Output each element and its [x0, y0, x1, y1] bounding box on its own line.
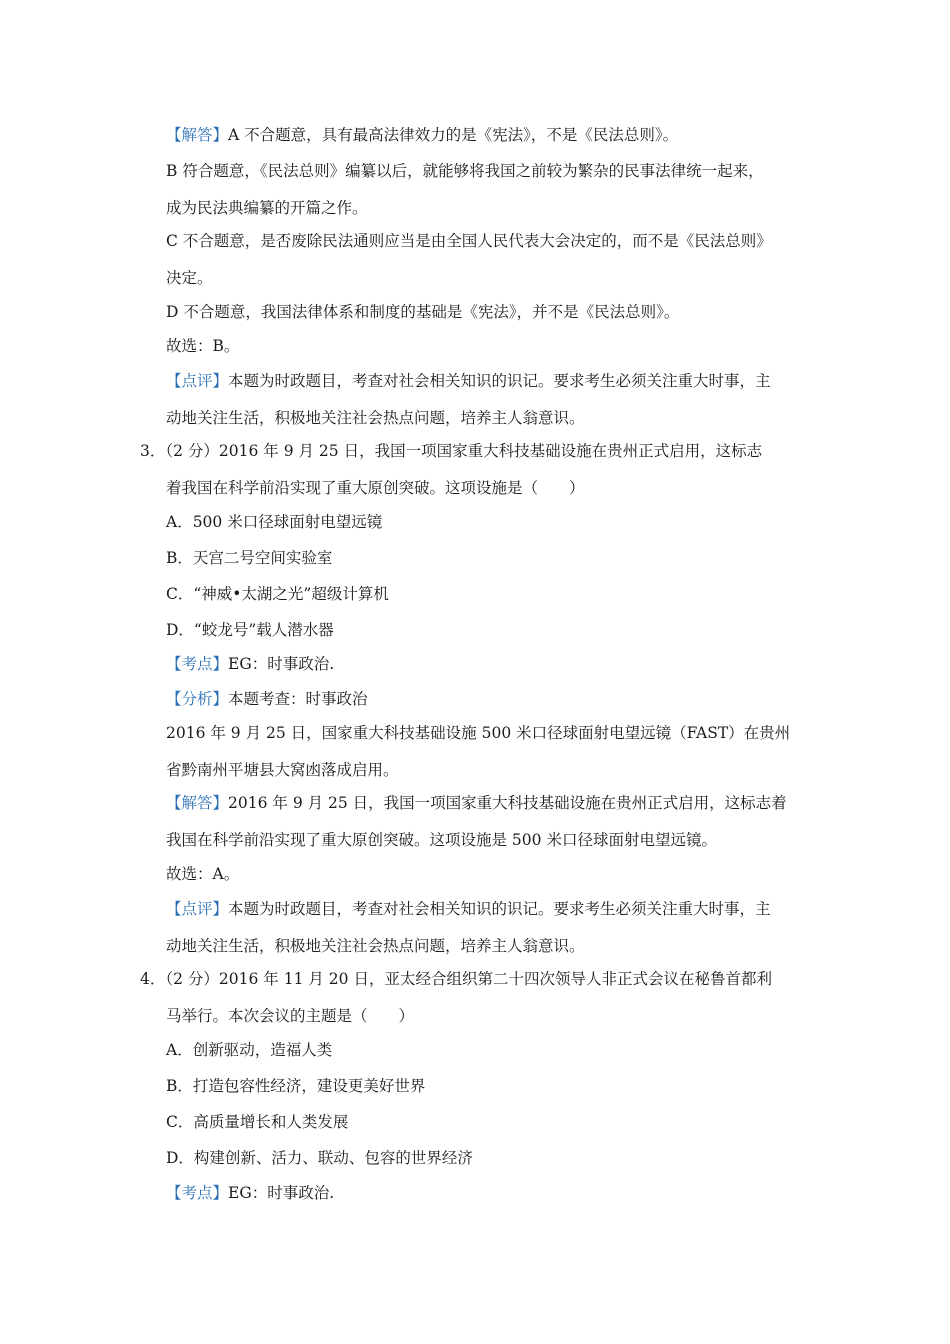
q3-comment-line1: 【点评】本题为时政题目，考查对社会相关知识的识记。要求考生必须关注重大时事，主	[166, 900, 771, 918]
q4-option-c: C．高质量增长和人类发展	[166, 1113, 349, 1131]
q2-answer-b-line2: 成为民法典编纂的开篇之作。	[166, 199, 368, 217]
q2-comment-line1: 【点评】本题为时政题目，考查对社会相关知识的识记。要求考生必须关注重大时事，主	[166, 372, 771, 390]
q3-option-c: C．“神威•太湖之光”超级计算机	[166, 585, 389, 603]
comment-tag: 【点评】	[166, 372, 229, 390]
q3-option-a: A．500 米口径球面射电望远镜	[166, 513, 383, 531]
q2-answer-c-line2: 决定。	[166, 269, 213, 287]
q4-stem-line2: 马举行。本次会议的主题是（ ）	[166, 1007, 415, 1025]
q4-option-b: B．打造包容性经济，建设更美好世界	[166, 1077, 426, 1095]
q4-kaodian: 【考点】EG：时事政治.	[166, 1184, 335, 1202]
q3-option-b: B．天宫二号空间实验室	[166, 549, 333, 567]
q3-fenxi-line2: 省黔南州平塘县大窝凼落成启用。	[166, 761, 399, 779]
q3-stem-line2: 着我国在科学前沿实现了重大原创突破。这项设施是（ ）	[166, 479, 585, 497]
q2-answer-d: D 不合题意，我国法律体系和制度的基础是《宪法》，并不是《民法总则》。	[166, 303, 680, 321]
question-number: 3．	[140, 442, 166, 460]
q3-option-d: D．“蛟龙号”载人潜水器	[166, 621, 334, 639]
q3-fenxi-line1: 2016 年 9 月 25 日，国家重大科技基础设施 500 米口径球面射电望远镜（FAST）在贵州	[166, 724, 791, 742]
kaodian-tag: 【考点】	[166, 1184, 229, 1202]
q3-kaodian: 【考点】EG：时事政治.	[166, 655, 335, 673]
q2-comment-line2: 动地关注生活，积极地关注社会热点问题，培养主人翁意识。	[166, 409, 585, 427]
q4-option-a: A．创新驱动，造福人类	[166, 1041, 333, 1059]
q3-comment-line2: 动地关注生活，积极地关注社会热点问题，培养主人翁意识。	[166, 937, 585, 955]
q4-stem-line1: 4．（2 分）2016 年 11 月 20 日，亚太经合组织第二十四次领导人非正式会议在秘鲁首都利	[140, 970, 772, 988]
q2-answer-a: 【解答】A 不合题意，具有最高法律效力的是《宪法》，不是《民法总则》。	[166, 126, 679, 144]
answer-tag: 【解答】	[166, 794, 229, 812]
q2-answer-b-line1: B 符合题意，《民法总则》编纂以后，就能够将我国之前较为繁杂的民事法律统一起来，	[166, 162, 764, 180]
q3-stem-line1: 3．（2 分）2016 年 9 月 25 日，我国一项国家重大科技基础设施在贵州正式启用，这标志	[140, 442, 763, 460]
q2-choice: 故选：B。	[166, 337, 240, 355]
q2-answer-c-line1: C 不合题意，是否废除民法通则应当是由全国人民代表大会决定的，而不是《民法总则》	[166, 232, 772, 250]
answer-tag: 【解答】	[166, 126, 229, 144]
kaodian-tag: 【考点】	[166, 655, 229, 673]
q3-answer-line1: 【解答】2016 年 9 月 25 日，我国一项国家重大科技基础设施在贵州正式启用，这标志着	[166, 794, 787, 812]
q3-answer-line2: 我国在科学前沿实现了重大原创突破。这项设施是 500 米口径球面射电望远镜。	[166, 831, 717, 849]
q3-choice: 故选：A。	[166, 865, 240, 883]
q3-fenxi: 【分析】本题考查：时事政治	[166, 690, 368, 708]
comment-tag: 【点评】	[166, 900, 229, 918]
q4-option-d: D．构建创新、活力、联动、包容的世界经济	[166, 1149, 473, 1167]
fenxi-tag: 【分析】	[166, 690, 229, 708]
question-number: 4．	[140, 970, 166, 988]
